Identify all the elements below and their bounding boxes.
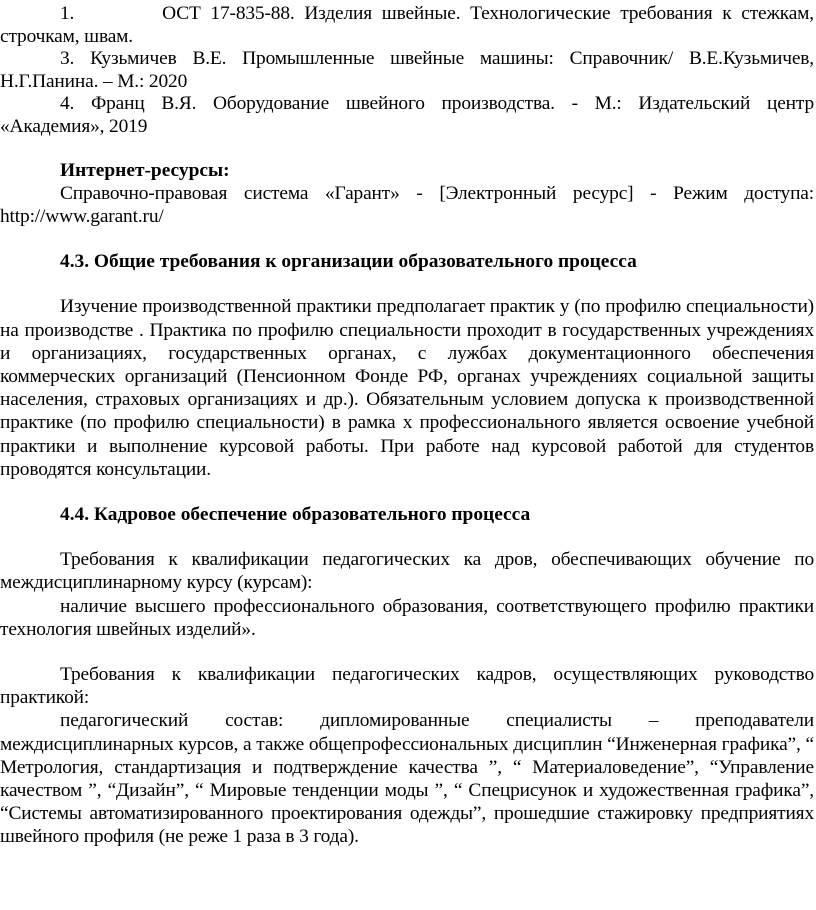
section-4-4-heading: 4.4. Кадровое обеспечение образовательного процесса	[60, 504, 531, 525]
spacer	[0, 139, 814, 159]
internet-resources-text: Справочно-правовая система «Гарант» - [Электронный ресурс] - Режим доступа: http://www.garant.ru/	[0, 182, 814, 227]
spacer	[0, 641, 814, 663]
section-4-3-heading: 4.3. Общие требования к организации образовательного процесса	[60, 251, 637, 273]
qualification-requirements-1-detail: наличие высшего профессионального образования, соответствующего профилю практики технология швейных изделий».	[0, 595, 814, 640]
qualification-requirements-1: Требования к квалификации педагогических ка дров, обеспечивающих обучение по междисциплинарному курсу (курсам):	[0, 549, 814, 594]
internet-resources-heading: Интернет-ресурсы:	[60, 159, 230, 181]
reference-item-3: 3. Кузьмичев В.Е. Промышленные швейные машины: Справочник/ В.Е.Кузьмичев, Н.Г.Панина. – М.: 2020	[0, 48, 814, 92]
qualification-requirements-2-detail: педагогический состав: дипломированные специалисты – преподаватели междисциплинарных курсов, а также общепрофессиональных дисциплин “Инженерная графика”, “ Метрология, стандартизация и подтверждение качества ”, “ Материаловедение”, “Управление качеством ”, “Дизайн”, “ Мировые тенденции моды ”, “ Спецрисунок и художественная графика”, “Системы автоматизированного проектирования одежды”, прошедшие стажировку предприятиях швейного профиля (не реже 1 раза в 3 года).	[0, 710, 814, 848]
spacer	[0, 228, 814, 250]
spacer	[0, 273, 814, 295]
spacer	[0, 526, 814, 548]
spacer	[0, 481, 814, 503]
reference-item-1: 1. ОСТ 17-835-88. Изделия швейные. Технологические требования к стежкам, строчкам, швам.	[0, 3, 814, 47]
reference-item-4: 4. Франц В.Я. Оборудование швейного производства. - М.: Издательский центр «Академия», 2019	[0, 93, 814, 137]
qualification-requirements-2: Требования к квалификации педагогических кадров, осуществляющих руководство практикой:	[0, 664, 814, 709]
section-4-3-text: Изучение производственной практики предполагает практик у (по профилю специальности) на производстве . Практика по профилю специальности проходит в государственных учреждениях и организациях, государственных органах, с лужбах документационного обеспечения коммерческих организаций (Пенсионном Фонде РФ, органах учреждениях социальной защиты населения, страховых организациях и др.). Обязательным условием допуска к производственной практике (по профилю специальности) в рамка х профессионального является освоение учебной практики и выполнение курсовой работы. При работе над курсовой работой для студентов проводятся консультации.	[0, 296, 814, 480]
